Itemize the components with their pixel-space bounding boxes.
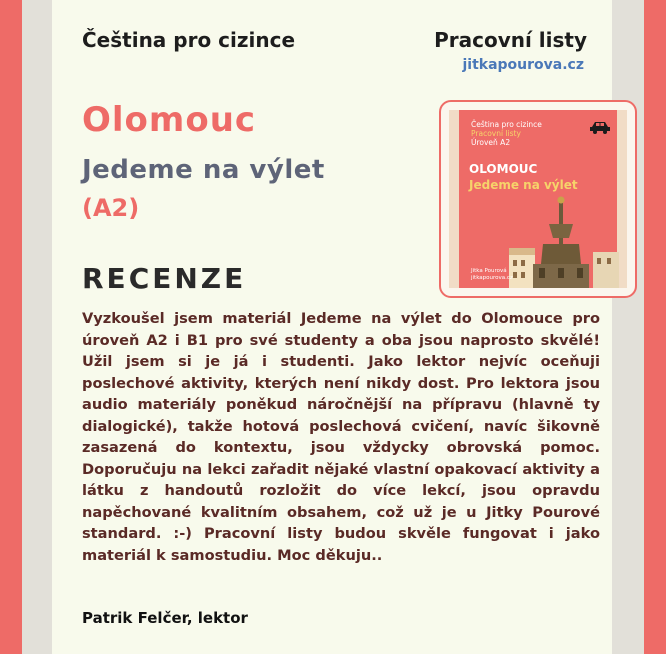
- cover-subtitle: Jedeme na výlet: [469, 178, 578, 192]
- cover-band-left: [449, 110, 459, 288]
- header-left-title: Čeština pro cizince: [82, 28, 296, 52]
- level-label: (A2): [82, 194, 140, 222]
- cover-line-1: Čeština pro cizince: [471, 120, 542, 129]
- cover-line-3: Úroveň A2: [471, 138, 511, 147]
- cover-title: OLOMOUC: [469, 162, 538, 176]
- section-heading: RECENZE: [82, 262, 247, 295]
- cover-image: [449, 110, 627, 288]
- website-link[interactable]: jitkapourova.cz: [462, 57, 584, 73]
- car-icon: [589, 120, 611, 134]
- cover-thumbnail: [439, 100, 637, 298]
- cover-footer: [471, 268, 513, 282]
- header-right-title: Pracovní listy: [434, 28, 587, 52]
- review-author: Patrik Felčer, lektor: [82, 609, 248, 627]
- cover-line-2: Pracovní listy: [471, 129, 521, 138]
- page-title: Olomouc: [82, 100, 257, 140]
- page: [52, 0, 612, 654]
- cover-footer-site: jitkapourova.cz: [471, 275, 513, 281]
- olomouc-column-illustration: [509, 194, 627, 288]
- page-subtitle: Jedeme na výlet: [82, 155, 325, 185]
- cover-footer-author: Jitka Pourová: [471, 268, 507, 274]
- review-text: Vyzkoušel jsem materiál Jedeme na výlet do Olomouce pro úroveň A2 i B1 pro své studenty a oba jsou naprosto skvělé! Užil jsem si je já i studenti. Jako lektor nejvíc oceňuji poslechové aktivity, kterých není nikdy dost. Pro lektora jsou audio materiály poněkud náročnější na přípravu (hlavně ty dialogické), takže hotová poslechová cvičení, navíc šikovně zasazená do kontextu, jsou vždycky obrovská pomoc. Doporučuju na lekci zařadit nějaké vlastní opakovací aktivity a látku z handoutů rozložit do více lekcí, jsou opravdu napěchované kvalitním obsahem, což už je u Jitky Pourové standard. :-) Pracovní listy budou skvěle fungovat i jako materiál k samostudiu. Moc děkuju..: [82, 310, 600, 564]
